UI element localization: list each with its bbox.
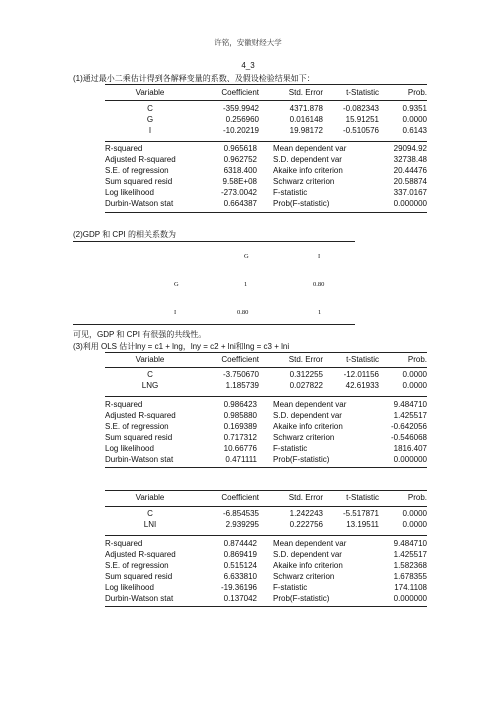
table2-t-lng: 42.61933 xyxy=(345,381,379,390)
table-row xyxy=(105,369,427,380)
stat-label: Durbin-Watson stat xyxy=(105,455,174,464)
corr-g-i: 0.80 xyxy=(313,281,325,288)
table1-se-c: 4371.878 xyxy=(289,104,323,113)
table2-header-variable: Variable xyxy=(135,355,165,364)
stat-label: F-statistic xyxy=(273,188,308,197)
table3-header-rule xyxy=(105,506,427,507)
stat-value: -273.0042 xyxy=(220,188,257,197)
stat-label: Mean dependent var xyxy=(273,539,347,548)
stat-value: 9.58E+08 xyxy=(222,177,257,186)
stat-label: R-squared xyxy=(105,539,143,548)
stat-label: Prob(F-statistic) xyxy=(273,199,330,208)
stat-label: Sum squared resid xyxy=(105,177,173,186)
corr-i-g: 0.80 xyxy=(237,309,249,316)
stat-label: S.D. dependent var xyxy=(273,411,342,420)
table3-se-c: 1.242243 xyxy=(289,509,323,518)
table1-var-c: C xyxy=(147,104,153,113)
table3-header-variable: Variable xyxy=(135,493,165,502)
table1-coef-g: 0.256960 xyxy=(225,115,259,124)
corr-row-label-i: I xyxy=(174,309,177,316)
table-row xyxy=(105,560,427,571)
stat-label: Durbin-Watson stat xyxy=(105,594,174,603)
stat-value: 10.66776 xyxy=(223,444,257,453)
table3-header-std-error: Std. Error xyxy=(288,493,323,502)
stat-value: 1.678355 xyxy=(393,572,427,581)
table-row xyxy=(105,538,427,549)
stat-label: S.E. of regression xyxy=(105,561,169,570)
stat-value: 0.000000 xyxy=(393,199,427,208)
table-row xyxy=(105,198,427,209)
corr-row-label-g: G xyxy=(174,281,179,288)
table3-coef-c: -6.854535 xyxy=(222,509,259,518)
table1-var-i: I xyxy=(148,126,152,135)
stat-label: F-statistic xyxy=(273,583,308,592)
table3-var-lni: LNI xyxy=(143,520,157,529)
table3-header-prob: Prob. xyxy=(407,493,427,502)
stat-value: 0.471111 xyxy=(225,455,257,464)
stat-value: 0.664387 xyxy=(223,199,257,208)
stat-label: Log likelihood xyxy=(105,583,154,592)
table-row xyxy=(105,571,427,582)
table1-top-rule xyxy=(105,84,427,85)
table1-header-std-error: Std. Error xyxy=(288,88,323,97)
stat-value: 20.58874 xyxy=(393,177,427,186)
table2-bottom-rule xyxy=(105,467,427,468)
table3-mid-rule xyxy=(105,535,427,536)
table2-header-prob: Prob. xyxy=(407,355,427,364)
stat-value: 0.962752 xyxy=(223,155,257,164)
stat-label: F-statistic xyxy=(273,444,308,453)
stat-value: 0.965618 xyxy=(223,144,257,153)
page-header: 许铭，安徽财经大学 xyxy=(214,38,282,47)
corr-bottom-rule xyxy=(73,324,355,325)
table2-se-lng: 0.027822 xyxy=(289,381,323,390)
stat-value: 1816.407 xyxy=(393,444,427,453)
table3-header-coefficient: Coefficient xyxy=(221,493,259,502)
q2-intro: (2)GDP 和 CPI 的相关系数为 xyxy=(73,230,176,239)
table-row xyxy=(105,519,427,530)
table-row xyxy=(105,114,427,125)
table1-header-rule xyxy=(105,100,427,101)
table-row xyxy=(105,454,427,465)
table1-coef-i: -10.20219 xyxy=(222,126,259,135)
table1-rows xyxy=(105,103,427,136)
stat-label: Adjusted R-squared xyxy=(105,411,176,420)
stat-value: 0.137042 xyxy=(223,594,257,603)
table2-prob-c: 0.0000 xyxy=(402,370,427,379)
stat-value: 6318.400 xyxy=(223,166,257,175)
table2-stats xyxy=(105,399,427,465)
corr-top-rule xyxy=(73,241,355,242)
table1-prob-c: 0.9351 xyxy=(402,104,427,113)
table2-rows xyxy=(105,369,427,391)
table-row xyxy=(105,187,427,198)
stat-value: 32738.48 xyxy=(393,155,427,164)
stat-label: Log likelihood xyxy=(105,188,154,197)
table2-header-coefficient: Coefficient xyxy=(221,355,259,364)
table2-var-lng: LNG xyxy=(141,381,159,390)
q1-intro: (1)通过最小二乘估计得到各解释变量的系数、及假设检验结果如下： xyxy=(73,74,315,83)
table-row xyxy=(105,443,427,454)
corr-col-i: I xyxy=(318,253,321,260)
corr-col-g: G xyxy=(244,253,249,260)
stat-value: 9.484710 xyxy=(393,400,427,409)
q2-conclusion: 可见，GDP 和 CPI 有很强的共线性。 xyxy=(73,330,207,339)
stat-label: Adjusted R-squared xyxy=(105,155,176,164)
stat-value: -0.642056 xyxy=(390,422,427,431)
table1-se-i: 19.98172 xyxy=(289,126,323,135)
stat-label: Prob(F-statistic) xyxy=(273,455,330,464)
stat-value: 174.1108 xyxy=(394,583,427,592)
table2-mid-rule xyxy=(105,396,427,397)
stat-value: 1.425517 xyxy=(393,411,427,420)
stat-label: S.D. dependent var xyxy=(273,155,342,164)
table2-prob-lng: 0.0000 xyxy=(402,381,427,390)
table1-header-row xyxy=(105,87,427,98)
table-row xyxy=(105,176,427,187)
stat-label: S.D. dependent var xyxy=(273,550,342,559)
table-row xyxy=(105,165,427,176)
stat-label: Log likelihood xyxy=(105,444,154,453)
corr-g-g: 1 xyxy=(244,281,248,288)
stat-value: -19.36196 xyxy=(220,583,257,592)
table2-coef-c: -3.750670 xyxy=(222,370,259,379)
stat-label: Durbin-Watson stat xyxy=(105,199,174,208)
corr-i-i: 1 xyxy=(318,309,322,316)
stat-value: 1.425517 xyxy=(393,550,427,559)
stat-label: R-squared xyxy=(105,400,143,409)
table3-stats xyxy=(105,538,427,604)
table-row xyxy=(105,399,427,410)
table1-var-g: G xyxy=(146,115,154,124)
stat-value: 20.44476 xyxy=(393,166,427,175)
table2-t-c: -12.01156 xyxy=(343,370,379,379)
stat-label: S.E. of regression xyxy=(105,166,169,175)
stat-value: 0.000000 xyxy=(393,455,427,464)
table1-stats xyxy=(105,143,427,209)
table-row xyxy=(105,154,427,165)
stat-value: 9.484710 xyxy=(393,539,427,548)
stat-label: Schwarz criterion xyxy=(273,177,335,186)
stat-value: 337.0167 xyxy=(393,188,427,197)
table2-header-std-error: Std. Error xyxy=(288,355,323,364)
table2-header-rule xyxy=(105,367,427,368)
stat-label: S.E. of regression xyxy=(105,422,169,431)
table1-header-coefficient: Coefficient xyxy=(221,88,259,97)
table1-header-prob: Prob. xyxy=(407,88,427,97)
stat-value: 0.874442 xyxy=(223,539,257,548)
table3-bottom-rule xyxy=(105,606,427,607)
table3-t-lni: 13.19511 xyxy=(346,520,379,529)
table2-coef-lng: 1.185739 xyxy=(225,381,259,390)
table1-mid-rule xyxy=(105,141,427,142)
table3-var-c: C xyxy=(147,509,153,518)
table3-header-t-stat: t-Statistic xyxy=(346,493,379,502)
table-row xyxy=(105,593,427,604)
table2-header-row xyxy=(105,354,427,365)
table3-top-rule xyxy=(105,490,427,491)
stat-value: 0.515124 xyxy=(223,561,257,570)
stat-value: 1.582368 xyxy=(393,561,427,570)
stat-label: Sum squared resid xyxy=(105,572,173,581)
table3-prob-lni: 0.0000 xyxy=(402,520,427,529)
table2-coefficients xyxy=(105,354,427,365)
stat-label: R-squared xyxy=(105,144,143,153)
table-row xyxy=(105,103,427,114)
table1-t-c: -0.082343 xyxy=(342,104,379,113)
table2-top-rule xyxy=(105,352,427,353)
stat-label: Schwarz criterion xyxy=(273,572,335,581)
stat-label: Akaike info criterion xyxy=(273,166,343,175)
table2-var-c: C xyxy=(147,370,153,379)
table-row xyxy=(105,380,427,391)
table1-bottom-rule xyxy=(105,212,427,213)
stat-label: Akaike info criterion xyxy=(273,422,343,431)
stat-label: Adjusted R-squared xyxy=(105,550,176,559)
stat-value: 0.000000 xyxy=(393,594,427,603)
table3-prob-c: 0.0000 xyxy=(402,509,427,518)
table-row xyxy=(105,125,427,136)
q3-intro: (3)利用 OLS 估计lny = c1 + lng，lny = c2 + lni和lng = c3 + lni xyxy=(73,342,290,351)
table3-t-c: -5.517871 xyxy=(342,509,379,518)
table-row xyxy=(105,549,427,560)
table-row xyxy=(105,582,427,593)
table1-coefficients xyxy=(105,87,427,98)
table-row xyxy=(105,421,427,432)
table2-se-c: 0.312255 xyxy=(289,370,323,379)
stat-value: 0.869419 xyxy=(223,550,257,559)
stat-value: 6.633810 xyxy=(223,572,257,581)
stat-value: 0.986423 xyxy=(223,400,257,409)
table1-prob-g: 0.0000 xyxy=(402,115,427,124)
stat-value: 0.985880 xyxy=(223,411,257,420)
table1-coef-c: -359.9942 xyxy=(222,104,259,113)
problem-number: 4_3 xyxy=(241,61,255,70)
stat-value: 0.717312 xyxy=(223,433,257,442)
table3-rows xyxy=(105,508,427,530)
table3-header-row xyxy=(105,492,427,503)
stat-label: Prob(F-statistic) xyxy=(273,594,330,603)
table1-t-i: -0.510576 xyxy=(342,126,379,135)
table1-header-t-stat: t-Statistic xyxy=(346,88,379,97)
table1-t-g: 15.91251 xyxy=(345,115,379,124)
table-row xyxy=(105,410,427,421)
table-row xyxy=(105,432,427,443)
stat-label: Schwarz criterion xyxy=(273,433,335,442)
stat-label: Sum squared resid xyxy=(105,433,173,442)
stat-label: Akaike info criterion xyxy=(273,561,343,570)
table3-se-lni: 0.222756 xyxy=(289,520,323,529)
stat-label: Mean dependent var xyxy=(273,144,347,153)
table1-header-variable: Variable xyxy=(135,88,165,97)
table-row xyxy=(105,508,427,519)
stat-value: -0.546068 xyxy=(390,433,427,442)
table3-coef-lni: 2.939295 xyxy=(225,520,259,529)
table2-header-t-stat: t-Statistic xyxy=(346,355,379,364)
table3-coefficients xyxy=(105,492,427,503)
stat-value: 0.169389 xyxy=(223,422,257,431)
stat-value: 29094.92 xyxy=(393,144,427,153)
table-row xyxy=(105,143,427,154)
stat-label: Mean dependent var xyxy=(273,400,347,409)
table1-se-g: 0.016148 xyxy=(289,115,323,124)
table1-prob-i: 0.6143 xyxy=(402,126,427,135)
